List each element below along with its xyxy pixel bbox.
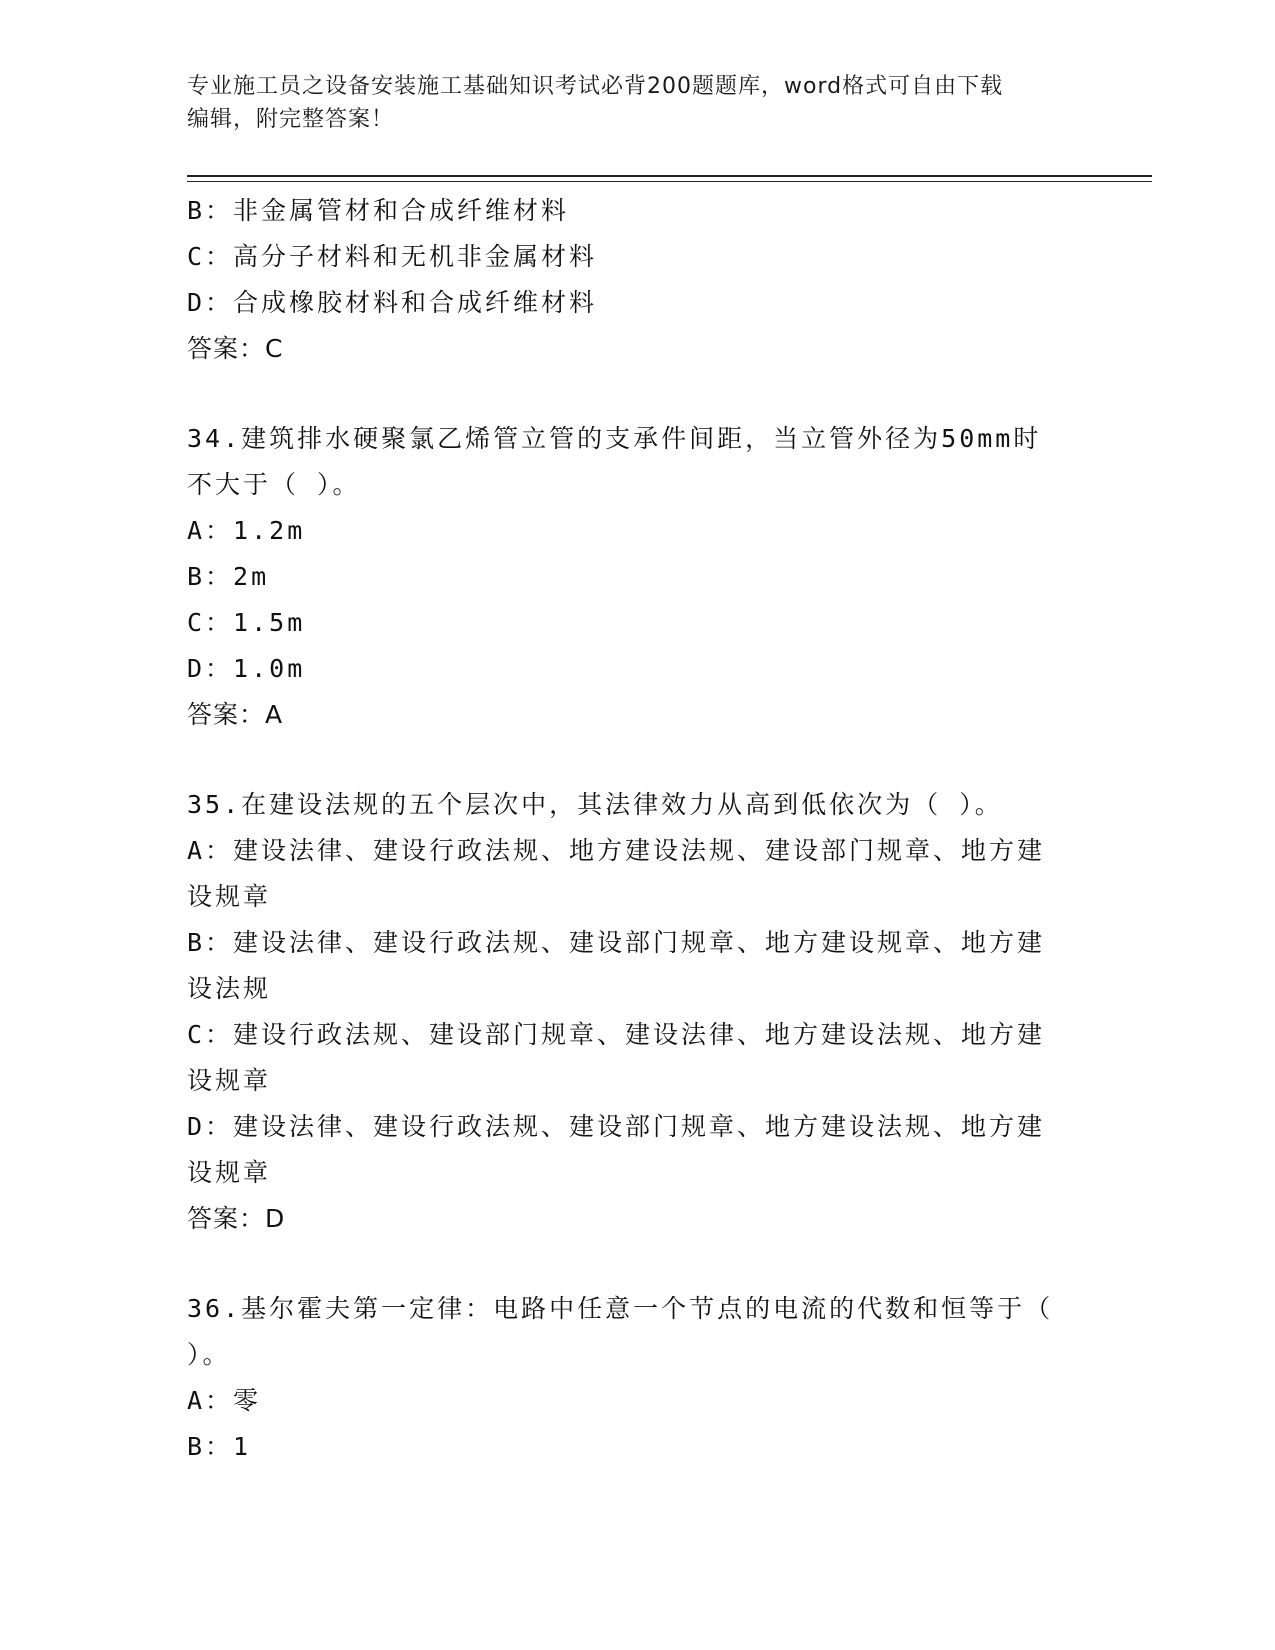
option-a: A：1.2m (187, 516, 306, 545)
option-c-continued: 设规章 (187, 1066, 272, 1095)
question-list (187, 188, 1087, 1470)
option-b-continued: 设法规 (187, 974, 272, 1003)
question-stem-continued: ）。 (187, 1340, 231, 1369)
question-stem: 34.建筑排水硬聚氯乙烯管立管的支承件间距，当立管外径为50mm时 (187, 424, 1042, 453)
header-line-1: 专业施工员之设备安装施工基础知识考试必背200题题库，word格式可自由下载 (187, 74, 1004, 99)
header-divider-thin (187, 181, 1152, 182)
option-c: C：1.5m (187, 608, 306, 637)
option-b: B：建设法律、建设行政法规、建设部门规章、地方建设规章、地方建 (187, 928, 1046, 957)
option-c: C：建设行政法规、建设部门规章、建设法律、地方建设法规、地方建 (187, 1020, 1046, 1049)
answer-line: 答案：C (187, 334, 284, 363)
option-b: B：2m (187, 562, 270, 591)
option-c: C：高分子材料和无机非金属材料 (187, 242, 598, 271)
header-line-2: 编辑，附完整答案！ (187, 107, 395, 132)
option-a: A：建设法律、建设行政法规、地方建设法规、建设部门规章、地方建 (187, 836, 1046, 865)
header-divider-thick (187, 175, 1152, 177)
document-header (187, 70, 1067, 136)
option-a-continued: 设规章 (187, 882, 272, 911)
question-stem-continued: 不大于（ ）。 (187, 470, 361, 499)
question-stem: 35.在建设法规的五个层次中，其法律效力从高到低依次为（ ）。 (187, 790, 1003, 819)
question-33 (187, 188, 1087, 372)
option-d-continued: 设规章 (187, 1158, 272, 1187)
answer-line: 答案：D (187, 1204, 286, 1233)
option-d: D：合成橡胶材料和合成纤维材料 (187, 288, 598, 317)
question-stem: 36.基尔霍夫第一定律：电路中任意一个节点的电流的代数和恒等于（ (187, 1294, 1054, 1323)
option-d: D：建设法律、建设行政法规、建设部门规章、地方建设法规、地方建 (187, 1112, 1046, 1141)
question-34 (187, 416, 1087, 738)
option-b: B：1 (187, 1432, 252, 1461)
answer-line: 答案：A (187, 700, 284, 729)
option-d: D：1.0m (187, 654, 306, 683)
question-36 (187, 1286, 1087, 1470)
question-35 (187, 782, 1087, 1242)
option-a: A：零 (187, 1386, 262, 1415)
option-b: B：非金属管材和合成纤维材料 (187, 196, 570, 225)
